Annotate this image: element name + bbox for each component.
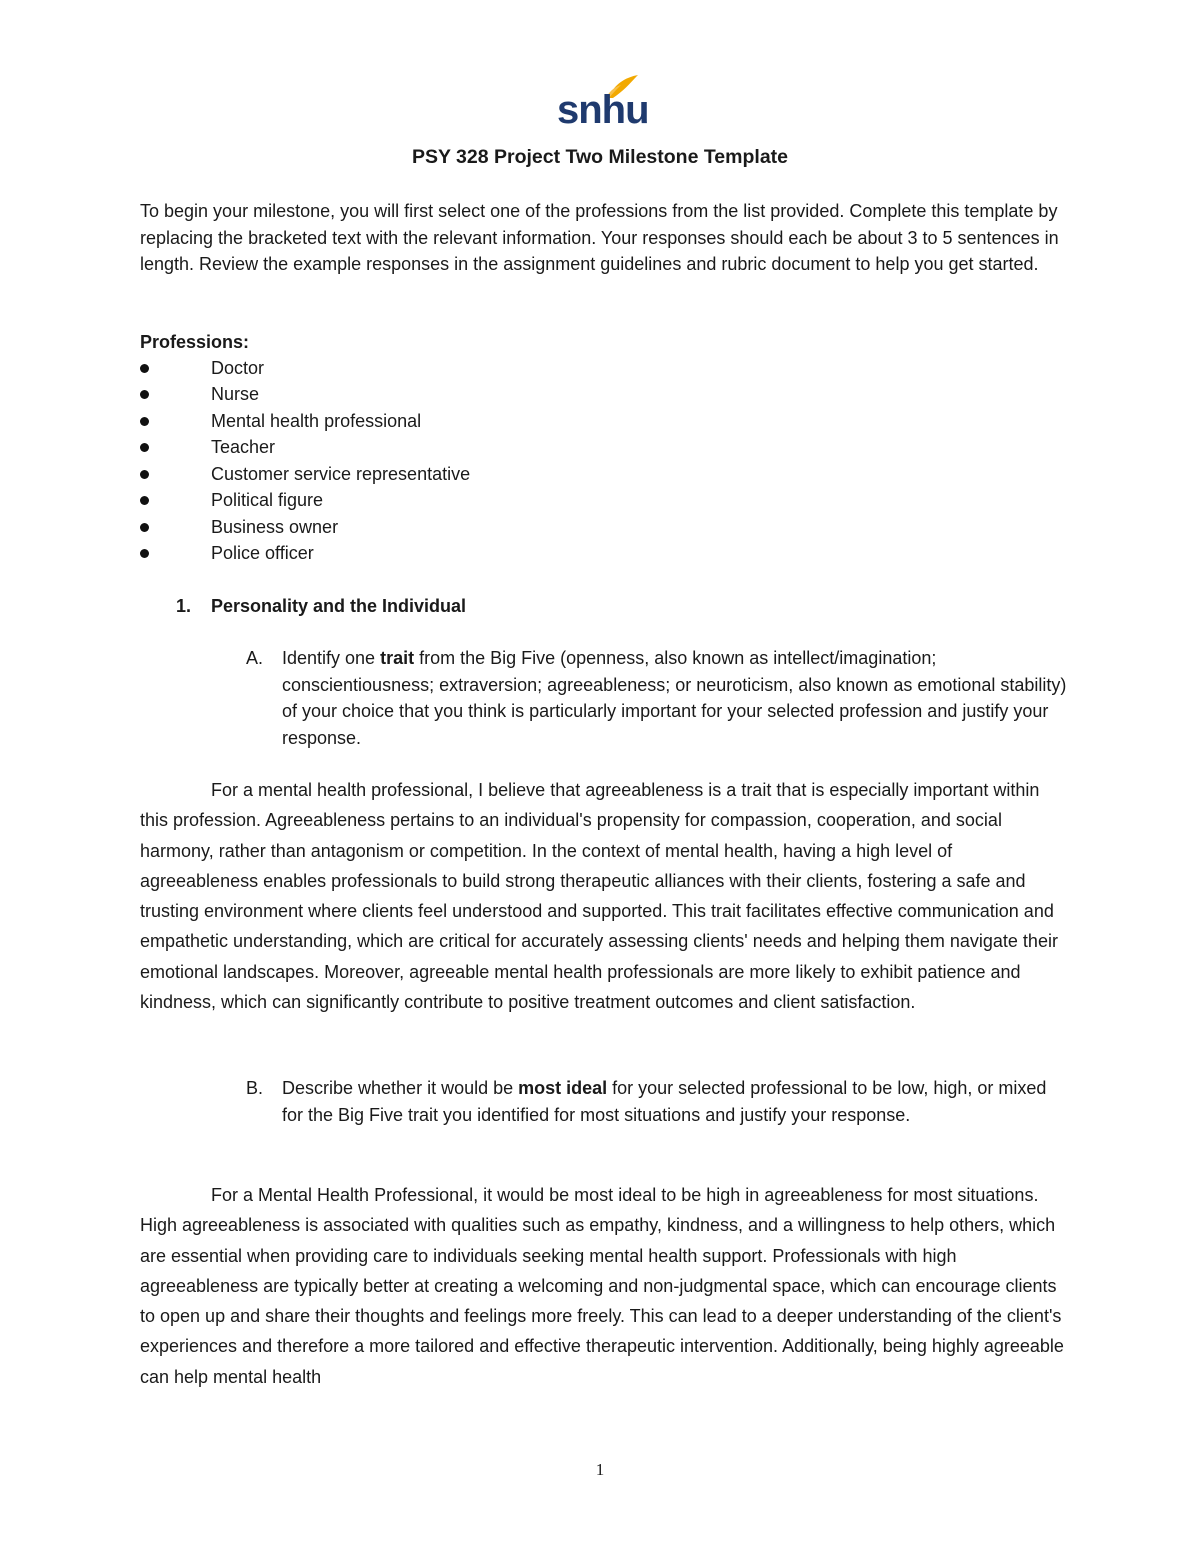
section-title: Personality and the Individual	[211, 596, 467, 616]
document-page: snhu PSY 328 Project Two Milestone Template To begin your milestone, you will first select one of the professions from the list provided. Complete this template by replacing the bracketed text with the relevant information. Your responses should each be about 3 to 5 sentences in length. Review the example responses in the assignment guidelines and rubric document to help you get started. Professions: Doctor Nurse Mental health professional Teacher Customer service representative Political figure Business owner Police officer 1. Personality and the Individual A. Identify one trait from the Big Five (openness, also known as intellect/imagination; conscientiousness; extraversion; agreeableness; or neuroticism, also known as emotional stability) of your choice that you think is particularly important for your selected profession and justify your response. For a mental health professional, I believe that agreeableness is a trait that is especially important within this profession. Agreeableness pertains to an individual's propensity for compassion, cooperation, and social harmony, rather than antagonism or competition. In the context of mental health, having a high level of agreeableness enables professionals to build strong therapeutic alliances with their clients, fostering a safe and trusting environment where clients feel understood and supported. This trait facilitates effective communication and empathetic understanding, which are critical for accurately assessing clients' needs and helping them navigate their emotional landscapes. Moreover, agreeable mental health professionals are more likely to exhibit patience and kindness, which can significantly contribute to positive treatment outcomes and client satisfaction. B. Describe whether it would be most ideal for your selected professional to be low, high, or mixed for the Big Five trait you identified for most situations and justify your response. For a Mental Health Professional, it would be most ideal to be high in agreeableness for most situations. High agreeableness is associated with qualities such as empathy, kindness, and a willingness to help others, which are essential when providing care to individuals seeking mental health support. Professionals with high agreeableness are typically better at creating a welcoming and non-judgmental space, which can encourage clients to open up and share their thoughts and feelings more freely. This can lead to a deeper understanding of the client's experiences and therefore a more tailored and effective therapeutic intervention. Additionally, being highly agreeable can help mental health 1	[0, 0, 1200, 1553]
bullet-icon	[140, 549, 149, 558]
item-a-answer: For a mental health professional, I believe that agreeableness is a trait that is especially important within this profession. Agreeableness pertains to an individual's propensity for compassion, cooperation, and social harmony, rather than antagonism or competition. In the context of mental health, having a high level of agreeableness enables professionals to build strong therapeutic alliances with their clients, fostering a safe and trusting environment where clients feel understood and supported. This trait facilitates effective communication and empathetic understanding, which are critical for accurately assessing clients' needs and helping them navigate their emotional landscapes. Moreover, agreeable mental health professionals are more likely to exhibit patience and kindness, which can significantly contribute to positive treatment outcomes and client satisfaction.	[140, 780, 1058, 1013]
item-b-prompt: Describe whether it would be most ideal for your selected professional to be low, high, or mixed for the Big Five trait you identified for most situations and justify your response.	[282, 1078, 1047, 1125]
item-b-answer: For a Mental Health Professional, it would be most ideal to be high in agreeableness for most situations. High agreeableness is associated with qualities such as empathy, kindness, and a willingness to help others, which are essential when providing care to individuals seeking mental health support. Professionals with high agreeableness are typically better at creating a welcoming and non-judgmental space, which can encourage clients to open up and share their thoughts and feelings more freely. This can lead to a deeper understanding of the client's experiences and therefore a more tailored and effective therapeutic intervention. Additionally, being highly agreeable can help mental health	[140, 1185, 1064, 1387]
bullet-icon	[140, 443, 149, 452]
bullet-icon	[140, 390, 149, 399]
logo-wordmark: snhu	[557, 88, 649, 132]
bullet-icon	[140, 417, 149, 426]
bullet-icon	[140, 364, 149, 373]
page-number: 1	[595, 1460, 605, 1479]
bullet-icon	[140, 470, 149, 479]
bullet-icon	[140, 496, 149, 505]
item-b-letter: B.	[246, 1078, 264, 1098]
bullet-icon	[140, 523, 149, 532]
document-title: PSY 328 Project Two Milestone Template	[411, 146, 789, 168]
snhu-logo	[557, 74, 649, 132]
professions-label: Professions:	[140, 332, 250, 352]
item-a-prompt: Identify one trait from the Big Five (openness, also known as intellect/imagination; conscientiousness; extraversion; agreeableness; or neuroticism, also known as emotional stability) of your choice that you think is particularly important for your selected profession and justify your response.	[282, 648, 1067, 748]
item-a-letter: A.	[246, 648, 264, 668]
intro-paragraph: To begin your milestone, you will first select one of the professions from the list provided. Complete this template by replacing the bracketed text with the relevant information. Your responses should each be about 3 to 5 sentences in length. Review the example responses in the assignment guidelines and rubric document to help you get started.	[140, 201, 1059, 274]
section-number: 1.	[176, 596, 192, 616]
